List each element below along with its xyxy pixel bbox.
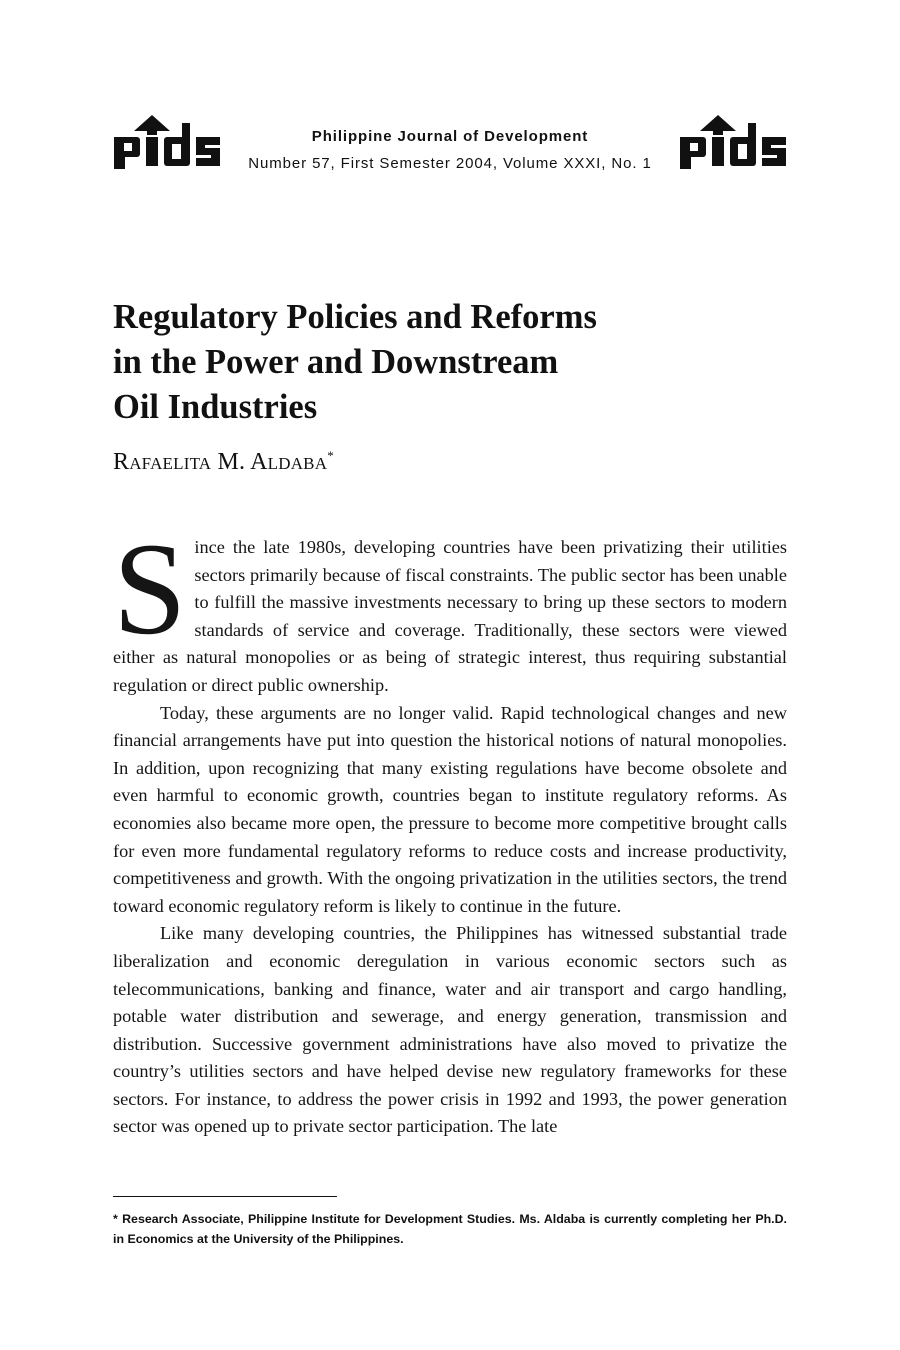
author-byline — [113, 448, 334, 476]
title-line: in the Power and Downstream — [113, 343, 559, 381]
title-line: Oil Industries — [113, 388, 318, 426]
journal-header — [112, 115, 788, 171]
paragraph-2: Today, these arguments are no longer valid. Rapid technological changes and new financial arrangements have put into question the historical notions of natural monopolies. In addition, upon recognizing that many existing regulations have become obsolete and even harmful to economic growth, countries began to institute regulatory reforms. As economies also became more open, the pressure to become more competitive brought calls for even more fundamental regulatory reforms to reduce costs and increase productivity, competitiveness and growth. With the ongoing privatization in the utilities sectors, the trend toward economic regulatory reform is likely to continue in the future. — [113, 702, 787, 916]
footnote-marker: * — [327, 448, 334, 463]
svg-text:pids: pids — [112, 115, 114, 116]
pids-logo-right — [678, 115, 788, 169]
journal-header-text — [240, 123, 660, 177]
footnote-divider — [113, 1196, 337, 1197]
journal-name: Philippine Journal of Development — [311, 128, 589, 145]
journal-issue: Number 57, First Semester 2004, Volume XXXI, No. 1 — [248, 155, 652, 172]
article-title — [113, 295, 753, 430]
footnote: * Research Associate, Philippine Institute for Development Studies. Ms. Aldaba is currently completing her Ph.D. in Economics at the University of the Philippines. — [113, 1212, 787, 1246]
paragraph-3: Like many developing countries, the Philippines has witnessed substantial trade liberalization and economic deregulation in various economic sectors such as telecommunications, banking and finance, water and air transport and cargo handling, potable water distribution and sewerage, and energy generation, transmission and distribution. Successive government administrations have also moved to privatize the country’s utilities sectors and have helped devise new regulatory frameworks for these sectors. For instance, to address the power crisis in 1992 and 1993, the power generation sector was opened up to private sector participation. The late — [113, 923, 787, 1137]
drop-cap: S — [113, 515, 187, 662]
article-body — [113, 515, 787, 1141]
title-line: Regulatory Policies and Reforms — [113, 298, 597, 336]
author-name: Rafaelita M. Aldaba — [113, 449, 328, 475]
paragraph-1-text: ince the late 1980s, developing countries have been privatizing their utilities sectors primarily because of fiscal constraints. The public sector has been unable to fulfill the massive investments necessary to bring up these sectors to modern standards of service and coverage. Traditionally, these sectors were viewed either as natural monopolies or as being of strategic interest, thus requiring substantial regulation or direct public ownership. — [113, 537, 787, 695]
paragraph-1 — [113, 515, 787, 700]
pids-logo-left — [112, 115, 222, 169]
